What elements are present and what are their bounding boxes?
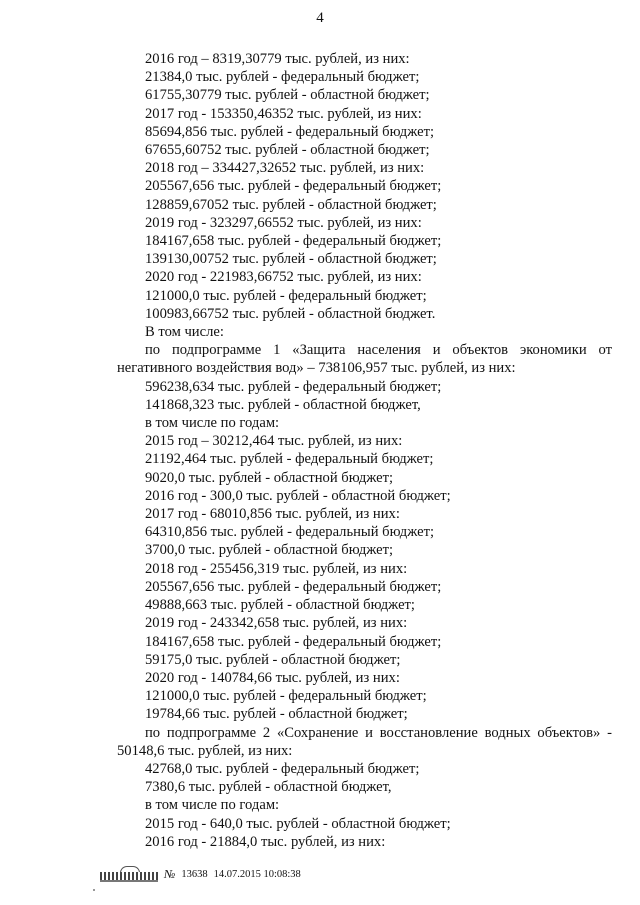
text-line: 139130,00752 тыс. рублей - областной бюджет; <box>145 251 437 268</box>
text-line: 2015 год - 640,0 тыс. рублей - областной бюджет; <box>145 815 451 832</box>
text-line: 100983,66752 тыс. рублей - областной бюджет. <box>145 305 436 322</box>
text-line: 19784,66 тыс. рублей - областной бюджет; <box>145 706 408 723</box>
registry-stamp-icon <box>100 866 158 882</box>
text-line: 7380,6 тыс. рублей - областной бюджет, <box>145 779 392 796</box>
text-line: 184167,658 тыс. рублей - федеральный бюджет; <box>145 633 442 650</box>
paragraph-line: 50148,6 тыс. рублей, из них: <box>117 742 293 759</box>
text-line: 205567,656 тыс. рублей - федеральный бюджет; <box>145 578 442 595</box>
text-line: 9020,0 тыс. рублей - областной бюджет; <box>145 469 394 486</box>
text-line: 49888,663 тыс. рублей - областной бюджет; <box>145 597 415 614</box>
text-line: 205567,656 тыс. рублей - федеральный бюджет; <box>145 178 442 195</box>
text-line: 59175,0 тыс. рублей - областной бюджет; <box>145 651 401 668</box>
text-line: 2020 год - 140784,66 тыс. рублей, из них: <box>145 669 400 686</box>
text-line: 2017 год - 153350,46352 тыс. рублей, из них: <box>145 105 422 122</box>
text-line: 2018 год - 255456,319 тыс. рублей, из них: <box>145 560 408 577</box>
text-line: 121000,0 тыс. рублей - федеральный бюджет; <box>145 287 427 304</box>
paragraph-line: по подпрограмме 2 «Сохранение и восстановление водных объектов» - <box>145 724 612 741</box>
text-line: 2016 год – 8319,30779 тыс. рублей, из них: <box>145 51 410 67</box>
text-line: 64310,856 тыс. рублей - федеральный бюджет; <box>145 524 434 541</box>
document-footer <box>100 862 301 886</box>
text-line: 2019 год - 243342,658 тыс. рублей, из них: <box>145 615 408 632</box>
text-line: 2017 год - 68010,856 тыс. рублей, из них: <box>145 506 400 523</box>
text-line: 2019 год - 323297,66552 тыс. рублей, из них: <box>145 214 422 231</box>
paragraph-line: по подпрограмме 1 «Защита населения и объектов экономики от <box>145 342 612 359</box>
text-line: 3700,0 тыс. рублей - областной бюджет; <box>145 542 394 559</box>
text-line: 596238,634 тыс. рублей - федеральный бюджет; <box>145 378 442 395</box>
text-line: В том числе: <box>145 324 224 341</box>
text-line: 61755,30779 тыс. рублей - областной бюджет; <box>145 87 430 104</box>
text-line: 2020 год - 221983,66752 тыс. рублей, из них: <box>145 269 422 286</box>
text-line: 184167,658 тыс. рублей - федеральный бюджет; <box>145 233 442 250</box>
text-line: 2015 год – 30212,464 тыс. рублей, из них: <box>145 433 403 450</box>
scan-mark <box>93 889 95 891</box>
text-line: 2018 год – 334427,32652 тыс. рублей, из них: <box>145 160 425 177</box>
text-line: 42768,0 тыс. рублей - федеральный бюджет; <box>145 760 420 777</box>
page-number: 4 <box>316 10 324 26</box>
text-line: 21384,0 тыс. рублей - федеральный бюджет; <box>145 69 420 86</box>
text-line: 121000,0 тыс. рублей - федеральный бюджет; <box>145 688 427 705</box>
document-id: 13638 <box>181 868 208 880</box>
number-sign: № <box>164 866 176 881</box>
text-line: 67655,60752 тыс. рублей - областной бюджет; <box>145 142 430 159</box>
text-line: 141868,323 тыс. рублей - областной бюджет, <box>145 396 421 413</box>
document-timestamp: 14.07.2015 10:08:38 <box>213 868 301 880</box>
text-line: 2016 год - 300,0 тыс. рублей - областной бюджет; <box>145 487 451 504</box>
text-line: 85694,856 тыс. рублей - федеральный бюджет; <box>145 123 434 140</box>
text-line: в том числе по годам: <box>145 415 280 432</box>
paragraph-line: негативного воздействия вод» – 738106,957 тыс. рублей, из них: <box>117 360 516 377</box>
document-body <box>117 50 612 851</box>
text-line: 128859,67052 тыс. рублей - областной бюджет; <box>145 196 437 213</box>
text-line: 2016 год - 21884,0 тыс. рублей, из них: <box>145 833 386 850</box>
text-line: в том числе по годам: <box>145 797 280 814</box>
text-line: 21192,464 тыс. рублей - федеральный бюджет; <box>145 451 434 468</box>
